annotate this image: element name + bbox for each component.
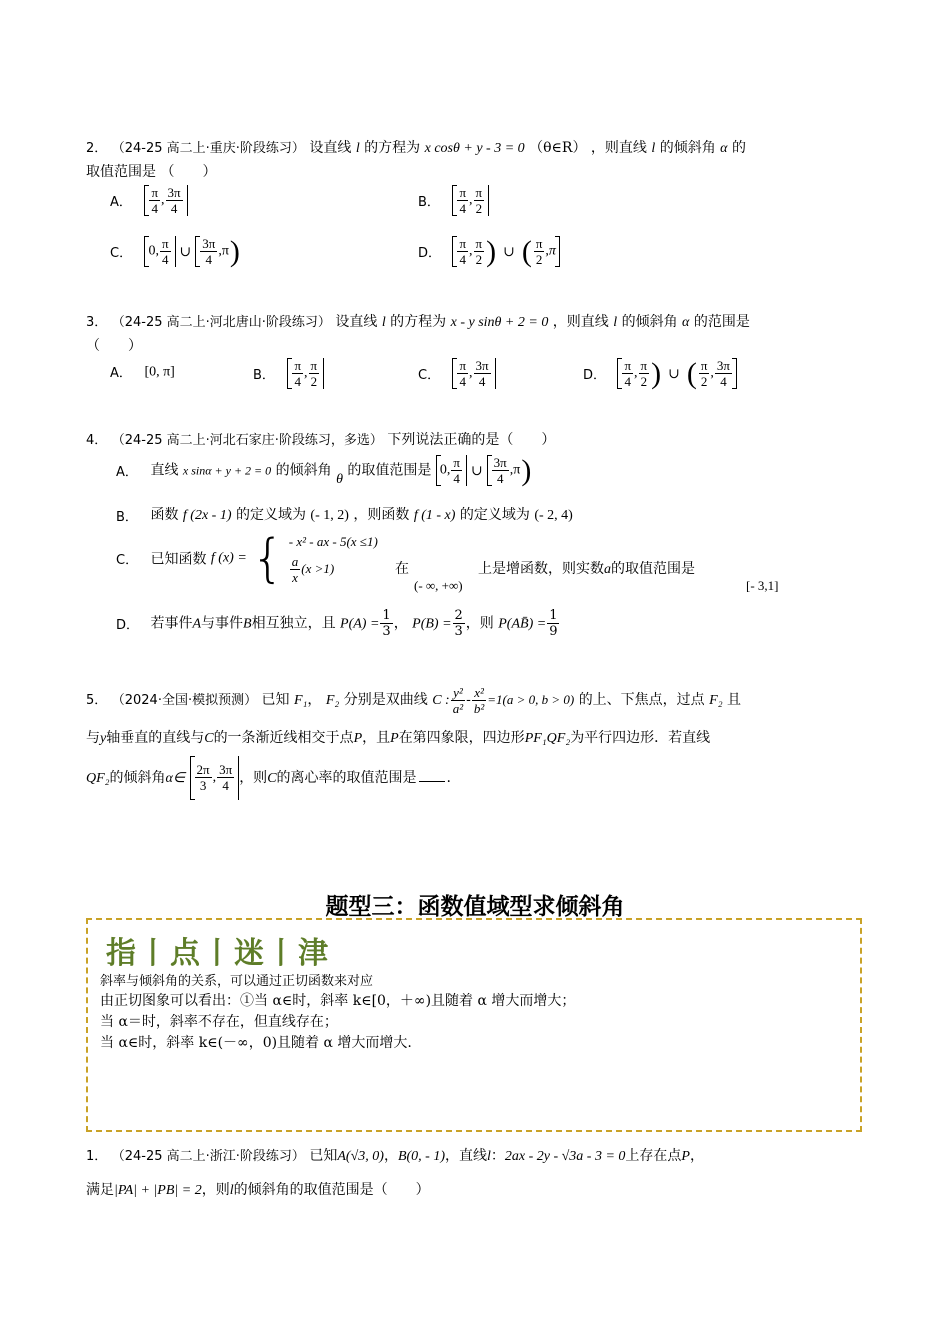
q4-option-a[interactable]: A． 直线 x sinα + y + 2 = 0 的倾斜角 θ 的取值范围是 0, $\frac{\pi}{4}$ ∪ $\frac{3\pi}{4}$ ,π) [116,455,534,499]
text: 的方程为 [364,140,421,156]
interval: $\frac{3\pi}{4}$ ,π) [195,236,243,267]
option-label: C． [418,368,441,383]
q4-c-tail: 上是增函数，则实数a的取值范围是 [478,561,695,577]
q3-option-c[interactable] [418,358,496,402]
text: 的定义域为 [459,507,530,523]
tip-title: 指丨点丨迷丨津 [106,936,330,971]
interval: $\frac{\pi}{4}$ , $\frac{\pi}{2}$ ) [452,236,499,267]
option-label: C． [116,553,139,568]
question-2-line1 [86,136,866,161]
question-number: 1． [86,1149,108,1164]
text: 的方程为 [390,314,447,330]
text: 已知函数 [150,551,207,568]
line-equation: x sinα + y + 2 = 0 [182,463,272,478]
option-label: B． [253,368,275,383]
var-A: A [192,616,202,632]
text: 分别是双曲线 [343,692,428,708]
interval: 0, $\frac{\pi}{4}$ [436,455,467,486]
function-expr: f (1 - x) [413,508,456,523]
question-source: （2024·全国·模拟预测） [111,693,258,708]
line-equation: x - y sinθ + 2 = 0 [450,315,549,330]
answer-blank[interactable] [419,781,445,782]
section-title: 题型三：函数值域型求倾斜角 [325,894,625,920]
brace: { [251,528,285,589]
var-l: l [651,141,656,156]
piecewise: - x² - ax - 5(x ≤1) $\frac{a}{x}$ (x >1) [288,534,378,585]
question-source: （24-25 高二上·河北唐山·阶段练习） [111,315,331,330]
option-label: A． [116,465,138,480]
q3-option-b[interactable] [253,358,324,402]
text: 相互独立，且 [251,615,336,632]
hyperbola: C : [432,693,450,708]
prob-b: P(B) = [412,616,452,632]
practice-1-line2: 满足|PA| + |PB| = 2，则l的倾斜角的取值范围是（ ） [86,1182,430,1198]
answer-range: [- 3,1] [746,578,779,593]
text: 的定义域为 [235,507,306,523]
interval: [0, π] [144,364,175,380]
question-4-stem [86,428,866,453]
interval: 0, $\frac{\pi}{4}$ [144,236,175,267]
text: 设直线 [335,314,378,330]
q4-option-d[interactable]: D． 若事件A与事件B相互独立，且 P(A) = $\frac{1}{3}$ ， P(B) = $\frac{2}{3}$ ，则 P(AB̄) = $\frac{1}{9}$ [116,608,558,639]
var-alpha: α [682,315,690,330]
question-number: 3． [86,315,108,330]
text: 的倾斜角 [275,462,332,479]
tip-line-1: 斜率与倾斜角的关系，可以通过正切函数来对应 [100,974,374,989]
var-B: B [243,616,252,632]
question-number: 4． [86,433,108,448]
function-expr: f (2x - 1) [182,508,232,523]
option-label: A． [110,195,132,210]
question-3-line2: （ ） [86,338,142,354]
point-b: B(0, - 1) [397,1149,445,1164]
q3-option-d[interactable]: D． $\frac{\pi}{4}$ , $\frac{\pi}{2}$ ) ∪ ( $\frac{\pi}{2}$ , $\frac{3\pi}{4}$ [583,358,737,402]
question-5-line3: QF₂的倾斜角α∈ $\frac{2\pi}{3}$ , $\frac{3\pi}{4}$ ，则C的离心率的取值范围是 . [86,756,866,801]
q4-option-c[interactable] [116,528,378,604]
text: 的范围是 [693,314,750,330]
option-label: A． [110,366,132,381]
function-def: f (x) = [210,550,247,566]
text: 在 [395,561,409,577]
tip-line-4: 当 α∈时，斜率 k∈(－∞，0)且随着 α 增大而增大. [100,1035,412,1051]
q2-option-a[interactable] [110,185,188,229]
interval: $\frac{\pi}{4}$ , $\frac{3\pi}{4}$ [144,185,187,216]
domain: (- 2, 4) [534,508,573,523]
question-source: （24-25 高二上·浙江·阶段练习） [111,1149,305,1164]
question-source: （24-25 高二上·河北石家庄·阶段练习，多选） [111,433,383,448]
q4-option-b[interactable] [116,504,573,530]
text: 的 [731,140,746,156]
line-equation: x cosθ + y - 3 = 0 [424,141,525,156]
practice-1-line1: 1． （24-25 高二上·浙江·阶段练习） 已知A(√3, 0)，B(0, - 1)，直线l：2ax - 2y - √3a - 3 = 0上存在点P， [86,1148,704,1164]
option-label: C． [110,246,133,261]
text: 的上、下焦点，过点 [578,692,705,708]
text: 的倾斜角 [621,314,678,330]
question-number: 2． [86,141,108,156]
interval: $\frac{\pi}{4}$ , $\frac{\pi}{2}$ [452,185,489,216]
option-label: D． [418,246,442,261]
text: ，则直线 [552,314,609,330]
text: 下列说法正确的是（ ） [387,432,556,448]
var-theta: θ [336,471,343,487]
option-label: B． [418,195,440,210]
interval: ( $\frac{\pi}{2}$ , $\frac{3\pi}{4}$ [684,358,737,389]
option-label: B． [116,509,138,525]
point-a: A(√3, 0) [337,1149,384,1164]
var-l: l [381,315,386,330]
q2-option-c[interactable]: C． 0, $\frac{\pi}{4}$ ∪ $\frac{3\pi}{4}$ ,π) [110,236,243,280]
interval: $\frac{2\pi}{3}$ , $\frac{3\pi}{4}$ [190,756,240,800]
text: 且 [727,692,742,708]
question-2-line2: 取值范围是 （ ） [86,164,217,180]
text: 与事件 [201,615,244,632]
prob-ab: P(AB̄) = [498,616,547,632]
focus-f1: F₁ [294,693,308,708]
option-label: D． [116,618,140,633]
interval: $\frac{\pi}{4}$ , $\frac{\pi}{2}$ ) [617,358,664,389]
interval: ( $\frac{\pi}{2}$ ,π [519,236,560,267]
condition: （θ∈R） [529,140,587,156]
var-alpha: α [720,141,728,156]
tip-line-2: 由正切图象可以看出：①当 α∈时，斜率 k∈[0，＋∞)且随着 α 增大而增大； [100,993,576,1009]
text: 的取值范围是 [347,462,432,479]
q2-option-b[interactable] [418,185,489,229]
question-3-line1 [86,310,866,335]
q3-option-a[interactable] [110,362,175,406]
text: 已知 [261,692,290,708]
prob-a: P(A) = [340,616,380,632]
question-5-line2: 与y轴垂直的直线与C的一条渐近线相交于点P，且P在第四象限，四边形PF₁QF₂为平行四边形．若直线 [86,730,711,746]
text: 函数 [150,507,179,523]
text: 设直线 [309,140,352,156]
interval: $\frac{\pi}{4}$ , $\frac{\pi}{2}$ [287,358,324,389]
text: ，则函数 [353,507,410,523]
interval: $\frac{3\pi}{4}$ ,π) [487,455,535,486]
tip-box [86,918,862,1132]
option-label: D． [583,368,607,383]
text: ，则直线 [590,140,647,156]
var-l: l [355,141,360,156]
focus-f2: F₂ [325,693,340,708]
line-equation: 2ax - 2y - √3a - 3 = 0 [504,1149,626,1164]
text: 的倾斜角 [659,140,716,156]
domain: (- 1, 2) [310,508,349,523]
question-number: 5． [86,693,108,708]
text: 若事件 [150,615,193,632]
interval: (- ∞, +∞) [414,578,463,593]
tip-line-3: 当 α＝时，斜率不存在，但直线存在； [100,1014,338,1030]
q2-option-d[interactable]: D． $\frac{\pi}{4}$ , $\frac{\pi}{2}$ ) ∪ ( $\frac{\pi}{2}$ ,π [418,236,560,280]
text: 直线 [150,462,179,479]
interval: $\frac{\pi}{4}$ , $\frac{3\pi}{4}$ [452,358,495,389]
condition: |PA| + |PB| = 2 [114,1183,202,1198]
question-source: （24-25 高二上·重庆·阶段练习） [111,141,305,156]
var-l: l [613,315,618,330]
question-5-line1: 5． （2024·全国·模拟预测） 已知 F₁， F₂ 分别是双曲线 C : $\frac{\text{y²}}{\text{a²}}$ - $\frac{\text{x²}}{\text{b²}}$ =1(a > 0, b > 0) 的上、下焦点，过点 F₂ 且 [86,684,742,716]
